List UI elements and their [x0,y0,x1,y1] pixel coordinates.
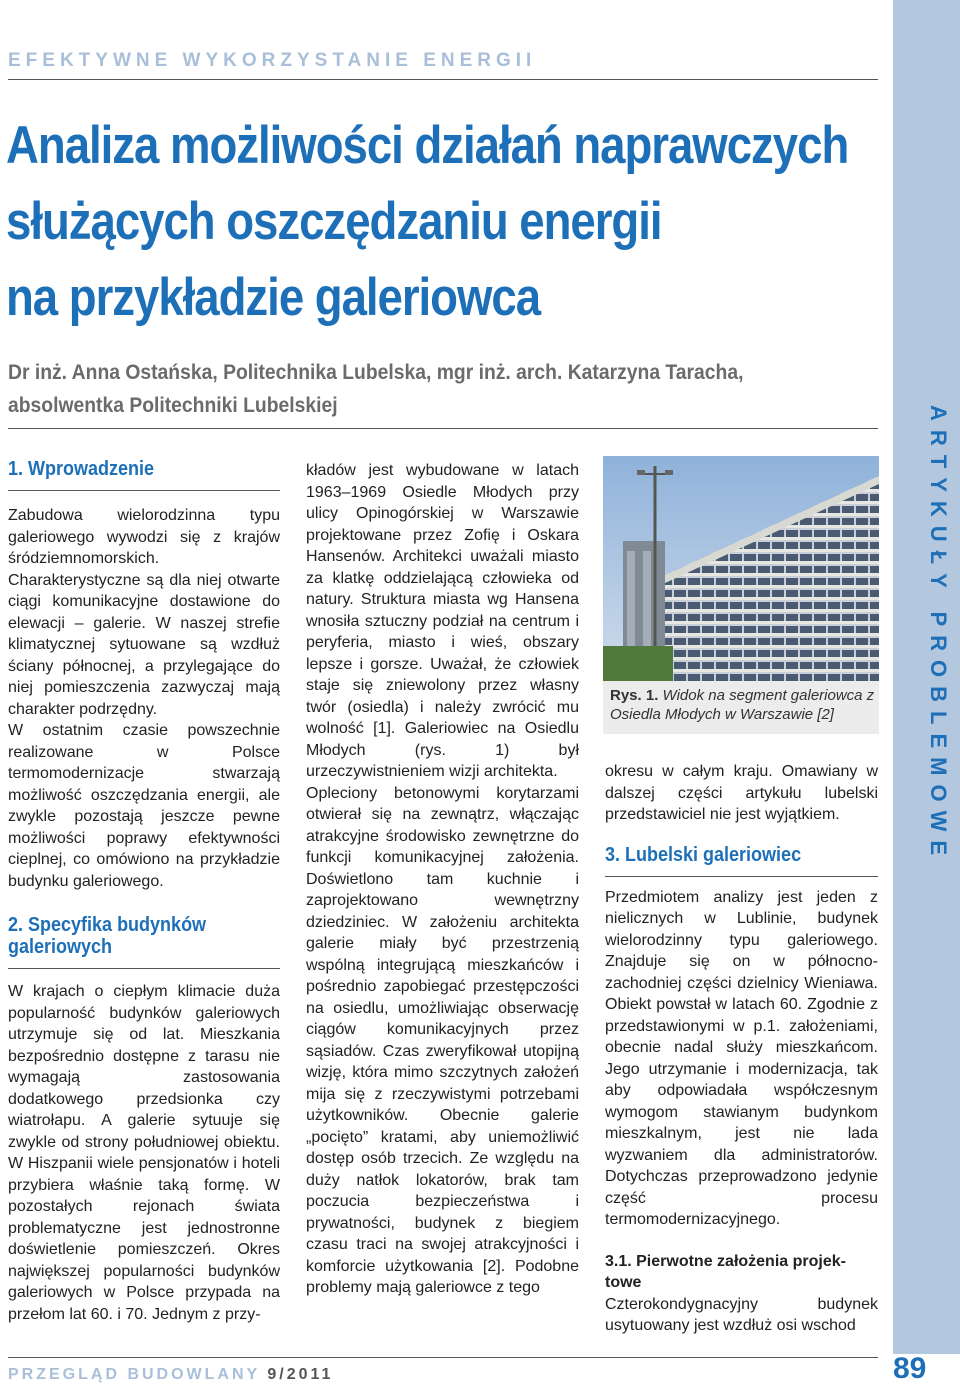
figure-caption-text: Widok na segment galeriowca z Osiedla Młodych w Warszawie [2] [610,687,875,723]
article-title [6,108,849,336]
journal-name: PRZEGLĄD BUDOWLANY [8,1366,260,1383]
column-3 [605,761,878,1337]
paragraph: W ostatnim czasie powszechnie realizowane w Polsce termomodernizacje stwarzają możliwość oszczędzania energii, ale zwykle pozostają jeszcze pewne możliwości poprawy efektywności cieplnej, co omówiono na przykładzie budynku galeriowego. [8,722,280,890]
subheading-line: 3.1. Pierwotne założenia projek- [605,1252,846,1270]
heading-line: galeriowych [8,936,113,958]
footer-journal [8,1366,333,1384]
paragraph: W krajach o ciepłym klimacie duża popularność budynków galeriowych utrzymuje się od lat. Mieszkania bezpośrednio dostępne z tarasu nie wymagają zastosowania dodatkowego przedsionka czy wiatrołapu. A galerie sytuuje się zwykle od strony południowej obiektu. W Hiszpanii wiele pensjonatów i hoteli przybiera właśnie taką formę. W pozostałych rejonach świata problematyczne jest jednostronne doświetlenie pomieszczeń. Okres największej popularności budynków galeriowych w Polsce przypada na przełom lat 60. i 70. Jednym z przy- [8,983,280,1323]
article-authors [8,356,808,422]
figure-label: Rys. 1. [610,687,659,704]
title-line: służących oszczędzaniu energii [6,192,662,251]
paragraph: kładów jest wybudowane w latach 1963–1969 Osiedle Młodych przy ulicy Opinogórskiej w Warszawie projektowane przez Zofię i Oskara Hansenów. Architekci uważali miasto za klatkę oddzielającą człowieka od natury. Struktura miasta wg Hansena wnosiła sztuczny podział na centrum i peryferia, miasto i wieś, obszary lepsze i gorsze. Uważał, że człowiek staje się zniewolony przez własny twór (osiedla) i należy zwrócić mu wolność [1]. Galeriowiec na Osiedlu Młodych (rys. 1) był urzeczywistnieniem wizji architekta. [306,462,579,780]
heading-line: 2. Specyfika budynków [8,914,207,936]
paragraph: okresu w całym kraju. Omawiany w dalszej części artykułu lubelski przedstawiciel nie jest wyjątkiem. [605,763,878,823]
sidebar-label: ARTYKUŁY PROBLEMOWE [926,405,951,865]
authors-line: Dr inż. Anna Ostańska, Politechnika Lubelska, mgr inż. arch. Katarzyna Taracha, [8,361,744,384]
paragraph: Przedmiotem analizy jest jeden z nielicznych w Lublinie, budynek wielorodzinny typu galeriowego. Znajduje się on w północno-zachodniej części dzielnicy Wieniawa. Obiekt powstał w latach 60. Zgodnie z przedstawionymi w p.1. założeniami, obecnie nadal służy mieszkańcom. Jego utrzymanie i modernizacja, tak aby odpowiadała współczesnym wymogom stawianym budynkom mieszkalnym, jest nie lada wyzwaniem dla administratorów. Dotychczas przeprowadzono jedynie część procesu termomodernizacyjnego. [605,888,878,1228]
header-rule [8,79,878,80]
column-1 [8,458,280,1325]
section-header: EFEKTYWNE WYKORZYSTANIE ENERGII [8,50,537,71]
footer-rule [8,1357,878,1358]
figure-caption [610,686,876,724]
paragraph: Zabudowa wielorodzinna typu galeriowego wywodzi się z krajów śródziemnomorskich. Charakterystyczne są dla niej otwarte ciągi komunikacyjne dostawione do elewacji – galerie. W naszej strefie klimatycznej sytuowane są wzdłuż ściany północnej, a przylegające do niej pomieszczenia zazwyczaj mają charakter podrzędny. [8,507,280,718]
paragraph: Czterokondygnacyjny budynek usytuowany jest wzdłuż osi wschod [605,1295,878,1334]
paragraph: Opleciony betonowymi korytarzami otwierał się na zewnątrz, włączając atrakcyjne środowisko zewnętrzne do funkcji komunikacyjnej założenia. Doświetlono tam kuchnie i zaprojektowano wewnętrzny dziedziniec. W założeniu architekta galerie miały być przestrzenią wspólną integrującą mieszkańców i pośrednio zapobiegać przestępczości na osiedlu, umożliwiając obserwację ciągów komunikacyjnych przez sąsiadów. Czas zweryfikował utopijną wizję, która mimo szczytnych założeń mija się z rzeczywistymi potrzebami użytkowników. Obecnie galerie „pocięto” kratami, aby uniemożliwić dostęp osób trzecich. Ze względu na duży natłok lokatorów, brak tam poczucia bezpieczeństwa i prywatności, budynek z biegiem czasu traci na swojej atrakcyjności i komforcie użytkowania [2]. Podobne problemy mają galeriowce z tego [306,784,579,1296]
heading-rule [8,490,280,491]
page-number: 89 [893,1352,927,1385]
column-2 [306,460,579,1299]
subheading-original-assumptions [605,1251,878,1294]
journal-issue: 9/2011 [267,1366,334,1383]
heading-rule [8,968,280,969]
heading-specifics [8,914,253,958]
subheading-line: towe [605,1274,642,1291]
heading-rule [605,876,878,877]
authors-rule [8,428,878,429]
heading-introduction: 1. Wprowadzenie [8,458,155,480]
authors-line: absolwentka Politechniki Lubelskiej [8,394,338,417]
heading-lublin: 3. Lubelski galeriowiec [605,843,802,866]
title-line: Analiza możliwości działań naprawczych [6,116,849,175]
title-line: na przykładzie galeriowca [6,268,541,327]
